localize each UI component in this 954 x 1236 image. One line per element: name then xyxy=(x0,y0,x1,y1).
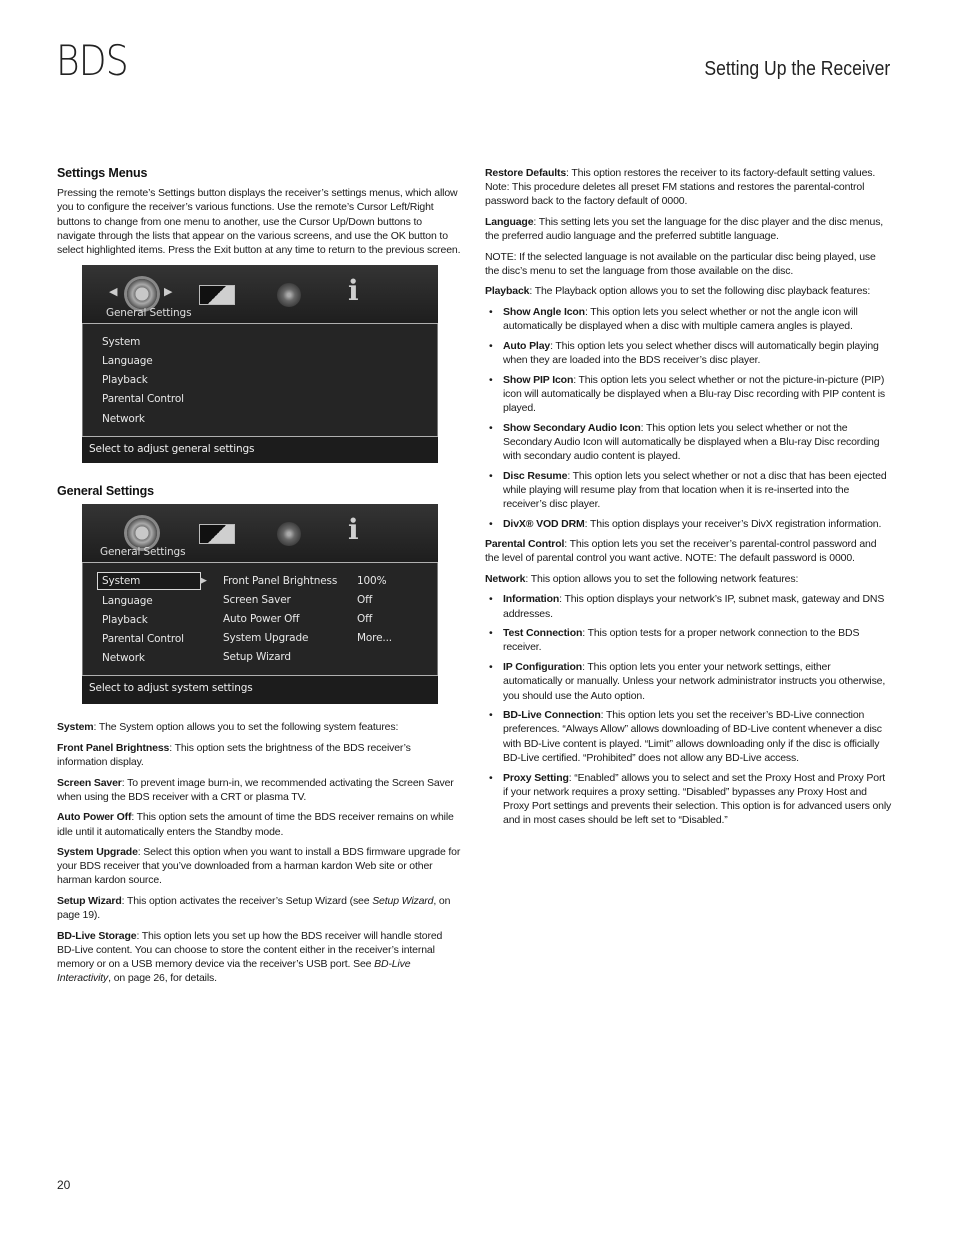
para-system-upgrade: System Upgrade: Select this option when you want to install a BDS firmware upgrade for your BDS receiver that you’ve downloaded from a harman kardon Web site or other harman kardon source. xyxy=(57,846,461,887)
list-item: • Disc Resume: This option lets you select whether or not a disc that has been ejected while playing will resume play from that location when it is re-inserted into the receiver’s disc player. xyxy=(485,469,892,512)
list-item: • Show PIP Icon: This option lets you select whether or not the picture-in-picture (PIP) icon will automatically be displayed when a Blu-ray Disc recording with PIP content is played. xyxy=(485,373,892,416)
playback-list xyxy=(485,305,892,531)
chevron-right-icon: ▶ xyxy=(200,576,207,587)
screen-footer xyxy=(82,436,438,463)
para-parental-control: Parental Control: This option lets you set the receiver’s parental-control password and the level of parental control you want active. NOTE: The default password is 0000. xyxy=(485,538,877,565)
section-title: Setting Up the Receiver xyxy=(704,58,890,80)
menu-item-network[interactable]: Network xyxy=(102,413,145,426)
para-screen-saver: Screen Saver: To prevent image burn-in, we recommended activating the Screen Saver when using the BDS receiver with a CRT or plasma TV. xyxy=(57,776,454,803)
menu-item-playback[interactable]: Playback xyxy=(102,614,148,627)
language-flag-icon xyxy=(199,285,235,305)
menu-item-language[interactable]: Language xyxy=(102,595,153,608)
network-list xyxy=(485,592,892,827)
language-flag-icon xyxy=(199,524,235,544)
list-item: • BD-Live Connection: This option lets you set the receiver’s BD-Live connection preferences. “Always Allow” allows downloading of BD-Live content whenever a disc with BD-Live content is played. “Limit” allows downloading only if the disc is officially BD-Live certified. “Prohibited” does not allow any BD-Live access. xyxy=(485,708,892,765)
para-network: Network: This option allows you to set the following network features: xyxy=(485,572,799,585)
para-restore-defaults: Restore Defaults: This option restores the receiver to its factory-default setting values. Note: This procedure deletes all preset FM stations and restores the parental-control password back to the factory default of 0000. xyxy=(485,167,876,208)
screen-footer-text: Select to adjust system settings xyxy=(89,682,253,695)
para-setup-wizard: Setup Wizard: This option activates the receiver’s Setup Wizard (see Setup Wizard, on page 19). xyxy=(57,894,451,922)
para-language: Language: This setting lets you set the language for the disc player and the disc menus, the preferred audio language and the preferred subtitle language. xyxy=(485,215,884,243)
screen-footer xyxy=(82,675,438,704)
info-icon: i xyxy=(348,513,359,547)
list-item: • DivX® VOD DRM: This option displays your receiver’s DivX registration information. xyxy=(485,517,892,531)
para-front-panel-brightness: Front Panel Brightness: This option sets the brightness of the BDS receiver’s information display. xyxy=(57,741,411,769)
para-system: System: The System option allows you to set the following system features: xyxy=(57,721,399,734)
menu-item-system[interactable]: System xyxy=(102,336,141,349)
left-column xyxy=(57,166,462,992)
para-playback: Playback: The Playback option allows you to set the following disc playback features: xyxy=(485,285,871,298)
screen-footer-text: Select to adjust general settings xyxy=(89,443,255,456)
option-auto-power-off[interactable]: Auto Power Off xyxy=(223,613,300,626)
option-system-upgrade[interactable]: System Upgrade xyxy=(223,632,309,645)
para-language-note: NOTE: If the selected language is not available on the particular disc being played, use the disc’s menu to set the language from those available on the disc. xyxy=(485,250,876,277)
menu-item-parental-control[interactable]: Parental Control xyxy=(102,393,184,406)
option-setup-wizard[interactable]: Setup Wizard xyxy=(223,651,291,664)
list-item: • Auto Play: This option lets you select whether discs will automatically begin playing when they are loaded into the BDS receiver’s disc player. xyxy=(485,339,892,367)
para-auto-power-off: Auto Power Off: This option sets the amount of time the BDS receiver remains on while idle until it automatically enters the Standby mode. xyxy=(57,811,454,838)
menu-item-playback[interactable]: Playback xyxy=(102,374,148,387)
value-front-panel-brightness: 100% xyxy=(357,575,387,588)
menu-item-language[interactable]: Language xyxy=(102,355,153,368)
right-column xyxy=(485,166,892,833)
list-item: • Show Secondary Audio Icon: This option lets you select whether or not the Secondary Audio Icon will automatically be displayed when a Blu-ray Disc recording with secondary audio content is played. xyxy=(485,421,892,464)
settings-menus-heading: Settings Menus xyxy=(57,166,148,180)
gear-icon xyxy=(127,518,157,548)
disc-icon xyxy=(277,283,301,307)
menu-item-network[interactable]: Network xyxy=(102,652,145,665)
info-icon: i xyxy=(348,274,359,308)
screen-header xyxy=(82,504,438,563)
option-screen-saver[interactable]: Screen Saver xyxy=(223,594,291,607)
page-number: 20 xyxy=(57,1178,71,1192)
value-auto-power-off: Off xyxy=(357,613,373,626)
screen-title: General Settings xyxy=(100,546,186,559)
list-item: • Information: This option displays your network’s IP, subnet mask, gateway and DNS addresses. xyxy=(485,592,892,620)
arrow-left-icon: ◀ xyxy=(109,285,118,299)
list-item: • Show Angle Icon: This option lets you select whether or not the angle icon will automatically be displayed when a disc with multiple camera angles is played. xyxy=(485,305,892,333)
general-settings-screen-1 xyxy=(82,265,438,463)
screen-header xyxy=(82,265,438,324)
list-item: • IP Configuration: This option lets you enter your network settings, either automatically or manually. Unless your network administrator instructs you otherwise, you should use the Auto option. xyxy=(485,660,892,703)
value-screen-saver: Off xyxy=(357,594,373,607)
para-bd-live-storage: BD-Live Storage: This option lets you set up how the BDS receiver will handle stored BD-Live content. You can choose to store the content either in the receiver’s internal memory or on a USB memory device via the receiver’s USB port. See BD-Live Interactivity, on page 26, for details. xyxy=(57,929,443,985)
list-item: • Proxy Setting: “Enabled” allows you to select and set the Proxy Host and Proxy Port if your network requires a proxy setting. “Disabled” bypasses any Proxy Host and Proxy Port settings and prevents their selection. This option is for advanced users only and in most cases should be left set to “Disabled.” xyxy=(485,771,892,828)
value-system-upgrade: More... xyxy=(357,632,392,645)
option-front-panel-brightness[interactable]: Front Panel Brightness xyxy=(223,575,338,588)
list-item: • Test Connection: This option tests for a proper network connection to the BDS receiver. xyxy=(485,626,892,654)
screen-title: General Settings xyxy=(106,307,192,320)
arrow-right-icon: ▶ xyxy=(164,285,173,299)
gear-icon xyxy=(127,279,157,309)
settings-menus-text: Pressing the remote’s Settings button displays the receiver’s settings menus, which allow you to configure the receiver’s various functions. Use the remote’s Cursor Left/Right buttons to change from one menu to another, use the Cursor Up/Down buttons to navigate through the lists that appear on the various screens, and use the OK button to select highlighted items. Press the Exit button at any time to return to the previous screen. xyxy=(57,187,461,257)
general-settings-screen-2 xyxy=(82,504,438,704)
disc-icon xyxy=(277,522,301,546)
general-settings-heading: General Settings xyxy=(57,484,154,499)
menu-item-parental-control[interactable]: Parental Control xyxy=(102,633,184,646)
menu-item-system[interactable]: System xyxy=(102,575,141,588)
brand-logo: BDS xyxy=(56,36,128,85)
